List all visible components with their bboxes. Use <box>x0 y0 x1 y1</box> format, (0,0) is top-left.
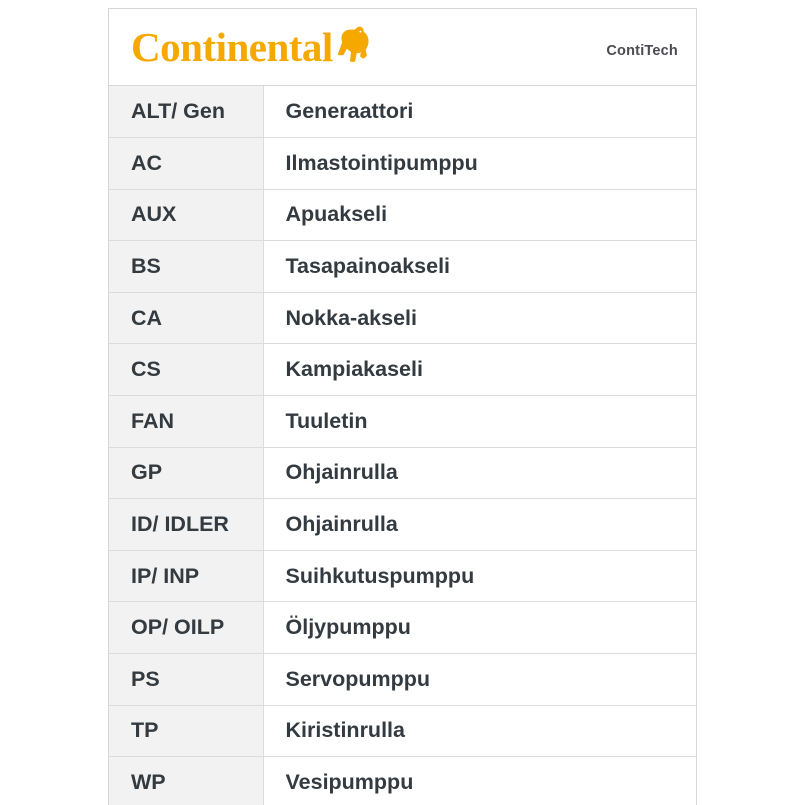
table-row <box>109 602 696 654</box>
row-description: Generaattori <box>263 86 696 138</box>
table-row <box>109 654 696 706</box>
row-code: ID/ IDLER <box>109 499 263 551</box>
row-description: Ilmastointipumppu <box>263 138 696 190</box>
row-code: GP <box>109 447 263 499</box>
row-code: PS <box>109 654 263 706</box>
row-code: AC <box>109 138 263 190</box>
table-row <box>109 757 696 805</box>
brand-header <box>109 9 696 86</box>
table-row <box>109 499 696 551</box>
row-code: IP/ INP <box>109 550 263 602</box>
row-code: BS <box>109 241 263 293</box>
table-row <box>109 550 696 602</box>
row-description: Tuuletin <box>263 396 696 448</box>
table-row <box>109 138 696 190</box>
table-row <box>109 396 696 448</box>
row-code: WP <box>109 757 263 805</box>
row-description: Vesipumppu <box>263 757 696 805</box>
row-description: Nokka-akseli <box>263 292 696 344</box>
brand-wordmark: Continental <box>131 24 333 70</box>
row-code: CA <box>109 292 263 344</box>
table-row <box>109 344 696 396</box>
row-description: Servopumppu <box>263 654 696 706</box>
abbreviation-table <box>109 86 696 805</box>
contitech-label: ContiTech <box>606 43 678 59</box>
row-code: OP/ OILP <box>109 602 263 654</box>
table-row <box>109 86 696 138</box>
row-code: ALT/ Gen <box>109 86 263 138</box>
horse-icon <box>337 26 371 66</box>
row-description: Apuakseli <box>263 189 696 241</box>
table-row <box>109 241 696 293</box>
table-row <box>109 292 696 344</box>
continental-logo <box>131 26 371 68</box>
row-description: Kampiakaseli <box>263 344 696 396</box>
table-body <box>109 86 696 805</box>
row-description: Suihkutuspumppu <box>263 550 696 602</box>
table-row <box>109 705 696 757</box>
row-code: CS <box>109 344 263 396</box>
row-description: Ohjainrulla <box>263 499 696 551</box>
row-code: AUX <box>109 189 263 241</box>
table-row <box>109 189 696 241</box>
table-row <box>109 447 696 499</box>
row-code: TP <box>109 705 263 757</box>
document-sheet <box>108 8 697 805</box>
row-description: Ohjainrulla <box>263 447 696 499</box>
row-description: Kiristinrulla <box>263 705 696 757</box>
row-description: Öljypumppu <box>263 602 696 654</box>
row-code: FAN <box>109 396 263 448</box>
row-description: Tasapainoakseli <box>263 241 696 293</box>
